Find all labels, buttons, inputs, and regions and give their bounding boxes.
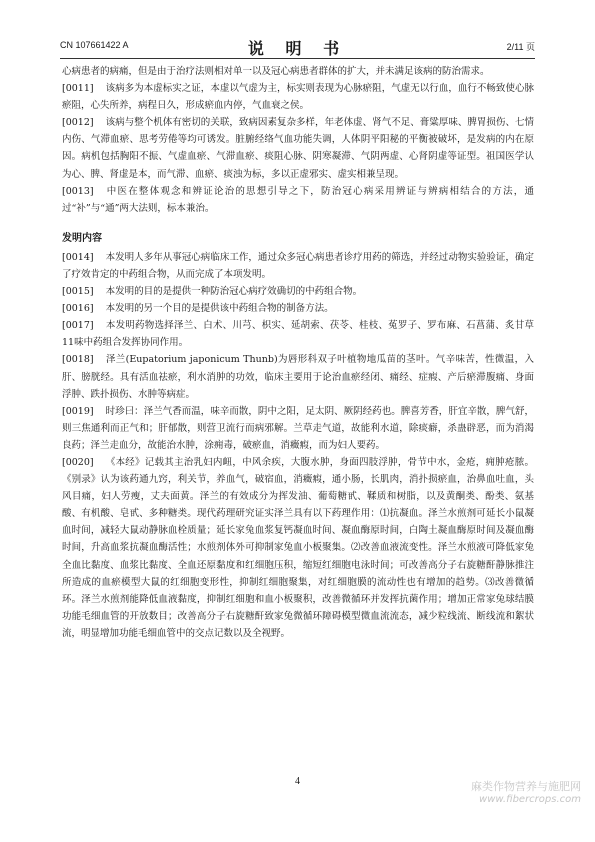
header-divider	[60, 58, 535, 59]
paragraph-0011	[62, 80, 534, 114]
paragraph-text: 泽兰(Eupatorium japonicum Thunb)为唇形科双子叶植物地瓜苗的茎叶。气辛味苦，性微温，入肝、膀胱经。具有活血祛瘀，利水消肿的功效，临床主要用于论治血瘀经闭、痛经、症瘕、产后瘀滞腹痛、身面浮肿、跌扑损伤、水肿等病症。	[62, 354, 534, 400]
paragraph-0016	[62, 300, 534, 317]
paragraph-0017	[62, 317, 534, 351]
paragraph-text: 中医在整体观念和辨证论治的思想引导之下，防治冠心病采用辨证与辨病相结合的方法，通过“补”与“通”两大法则，标本兼治。	[62, 185, 534, 214]
paragraph-0012	[62, 114, 534, 182]
paragraph-text: 本发明药物选择泽兰、白术、川芎、枳实、延胡索、茯苓、桂枝、菟罗子、罗布麻、石菖蒲、炙甘草11味中药组合发挥协同作用。	[62, 320, 534, 349]
paragraph-number: [0018]	[62, 354, 94, 366]
paragraph-number: [0013]	[62, 185, 94, 197]
watermark-url: www.fibercrops.com	[479, 794, 581, 805]
paragraph-number: [0020]	[62, 456, 94, 468]
paragraph-number: [0014]	[62, 251, 94, 263]
paragraph-text: 该病与整个机体有密切的关联，致病因素复杂多样，年老体虚、肾气不足、膏粱厚味、脾胃损伤、七情内伤、气滞血瘀、思考劳倦等均可诱发。脏腑经络气血功能失调，人体阴平阳秘的平衡被破坏，是发病的内在原因。病机包括胸阳不振、气虚血瘀、气滞血瘀、痰阻心脉、阴寒凝滞、气阴两虚、心肾阴虚等证型。祖国医学认为心、脾、肾虚是本，而气滞、血瘀、痰浊为标，多以正虚邪实、虚实相兼呈现。	[62, 117, 534, 180]
paragraph-0013	[62, 183, 534, 217]
page-info: 2/11 页	[506, 42, 535, 52]
watermark-site-name: 麻类作物营养与施肥网	[471, 780, 581, 793]
paragraph-text: 该病多为本虚标实之证，本虚以气虚为主，标实则表现为心脉瘀阻，气虚无以行血，血行不畅致使心脉瘀阻，心失所养，病程日久，形成瘀血内停，气血衰之侯。	[62, 83, 534, 112]
paragraph-text: 《本经》记载其主治乳妇内衄，中风余疾，大腹水肿，身面四肢浮肿，骨节中水，金疮，痈肿疮脓。《别录》认为该药通九窍，利关节，养血气，破宿血，消癥瘕，通小肠，长肌肉，消扑损瘀血，治鼻血吐血，头风目痛，妇人劳瘦，丈夫面黄。泽兰的有效成分为挥发油、葡萄糖甙、鞣质和树脂，以及黄酮类、酚类、氨基酸、有机酸、皂甙、多种糖类。现代药理研究证实泽兰具有以下药理作用：⑴抗凝血。泽兰水煎剂可延长小鼠凝血时间，减轻大鼠动静脉血栓质量；延长家兔血浆复钙凝血时间、凝血酶原时间，白陶土凝血酶原时间及凝血酶时间，升高血浆抗凝血酶活性；水煎剂体外可抑制家兔血小板聚集。⑵改善血液流变性。泽兰水煎液可降低家兔全血比黏度、血浆比黏度、全血还原黏度和红细胞压积，缩短红细胞电泳时间；可改善高分子右旋糖酐静脉推注所造成的血瘀模型大鼠的红细胞变形性，抑制红细胞聚集，对红细胞膜的流动性也有增加的趋势。⑶改善微循环。泽兰水煎剂能降低血液黏度，抑制红细胞和血小板聚积，改善微循环并发挥抗菌作用；增加正常家兔球结膜功能毛细血管的开放数目；改善高分子右旋糖酐致家兔微循环障碍模型微血流流态，减少粒线流、断线流和絮状流，明显增加功能毛细血管中的交点记数以及全视野。	[62, 456, 534, 639]
page-number: 4	[295, 776, 300, 787]
patent-number: CN 107661422 A	[60, 40, 129, 50]
paragraph-0019	[62, 403, 534, 454]
section-heading: 发明内容	[62, 232, 102, 244]
paragraph-text: 时珍曰：泽兰气香而温，味辛而散，阴中之阳，足太阴、厥阴经药也。脾喜芳香，肝宜辛散，脾气舒，则三焦通利而正气和；肝郁散，则营卫流行而病邪解。兰草走气道，故能利水道，除痰癖，杀蛊辟恶，而为消渴良药；泽兰走血分，故能治水肿，涂痈毒，破瘀血，消癥瘕，而为妇人要药。	[62, 405, 534, 451]
paragraph-number: [0015]	[62, 286, 94, 298]
paragraph-number: [0019]	[62, 405, 94, 417]
paragraph-number: [0016]	[62, 303, 94, 315]
document-title: 说 明 书	[247, 39, 348, 58]
paragraph-0015	[62, 283, 534, 300]
page-header	[60, 38, 535, 56]
paragraph-text: 本发明人多年从事冠心病临床工作，通过众多冠心病患者诊疗用药的筛选，并经过动物实验验证，确定了疗效肯定的中药组合物，从而完成了本项发明。	[62, 251, 534, 280]
paragraph-number: [0011]	[62, 83, 94, 95]
paragraph-text: 本发明的另一个目的是提供该中药组合物的制备方法。	[105, 303, 334, 315]
paragraph-0014	[62, 249, 534, 283]
paragraph-number: [0017]	[62, 320, 94, 332]
paragraph-0018	[62, 351, 534, 402]
paragraph-text: 本发明的目的是提供一种防治冠心病疗效确切的中药组合物。	[105, 286, 363, 298]
site-watermark	[471, 780, 581, 806]
paragraph-number: [0012]	[62, 117, 94, 129]
continued-paragraph: 心病患者的病痛，但是由于治疗法则相对单一以及冠心病患者群体的扩大，并未满足该病的防治需求。	[62, 66, 490, 77]
document-body	[62, 63, 534, 642]
paragraph-0020	[62, 454, 534, 642]
